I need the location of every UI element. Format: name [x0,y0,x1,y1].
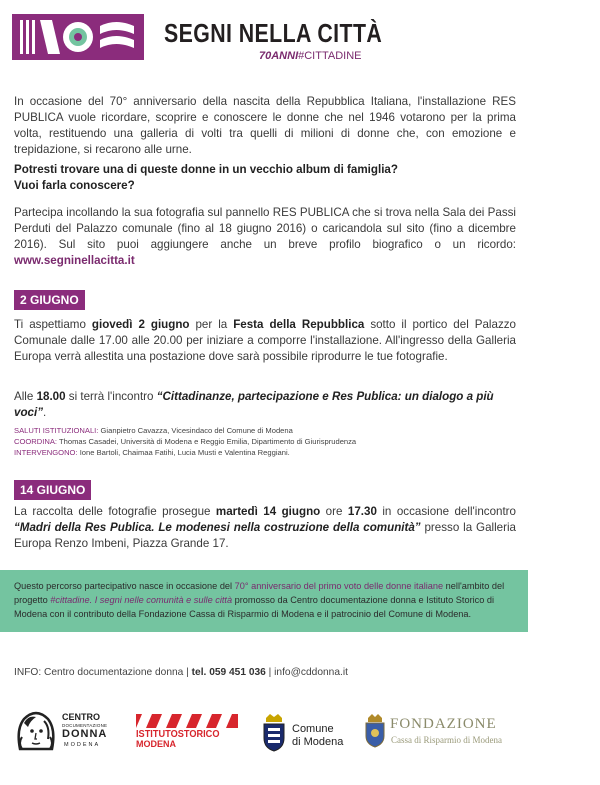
comune-modena-logo: Comune di Modena [260,712,352,752]
june14-paragraph: La raccolta delle fotografie prosegue martedì 14 giugno ore 17.30 in occasione dell'incontro “Madri della Res Publica. Le modenesi nella costruzione della comunità” presso la Galleria Europa Renzo Imbeni, Piazza Grande 17. [14,505,517,550]
page-subtitle: 70ANNI#CITTADINE [259,50,362,62]
june2-paragraph: Ti aspettiamo giovedì 2 giugno per la Festa della Repubblica sotto il portico del Palazzo Comunale dalle 17.00 alle 20.00 per iniziare a comporre l'installazione. All'ingresso della Galleria Europa verrà allestita una postazione dove sarà possibile riprodurre le tue fotografie. [14,318,516,363]
woman-face-icon [14,709,58,753]
tag-14-giugno: 14 GIUGNO [14,480,91,500]
eyes-logo-icon [12,14,144,60]
header [12,14,592,72]
fondazione-crest-icon [364,714,386,748]
saluti-line: SALUTI ISTITUZIONALI: Gianpietro Cavazza, Vicesindaco del Comune di Modena [14,426,293,435]
band-text: Questo percorso partecipativo nasce in occasione del 70° anniversario del primo voto delle donne italiane nell'ambito del progetto #cittadine. I segni nelle comunità e sulle città promosso da Centro documentazione donna e Istituto Storico di Modena con il contributo della Fondazione Cassa di Risparmio di Modena e il patrocinio del Comune di Modena. [14,581,505,619]
intro-paragraph: In occasione del 70° anniversario della nascita della Repubblica Italiana, l'installazione RES PUBLICA vuole ricordare, scoprire e conoscere le donne che nel 1946 votarono per la prima volta, restituendo una galleria di volti tra quelli di milioni di donne che, con emozione e trepidazione, si recarono alle urne. [14,95,516,156]
tag-2-giugno: 2 GIUGNO [14,290,85,310]
coordina-line: COORDINA: Thomas Casadei, Università di Modena e Reggio Emilia, Dipartimento di Giurisprudenza [14,437,357,446]
contact-info: INFO: Centro documentazione donna | tel. 059 451 036 | info@cddonna.it [14,667,348,678]
participate-paragraph: Partecipa incollando la sua fotografia sul pannello RES PUBLICA che si trova nella Sala dei Passi Perduti del Palazzo comunale (fino al 18 giugno 2016) o caricandola sul sito (fino a dicembre 2016). Sul sito puoi aggiungere anche un breve profilo biografico o un ricordo: www.segninellacitta.it [14,206,516,267]
fondazione-logo: FONDAZIONE Cassa di Risparmio di Modena [364,714,524,750]
page-title: SEGNI NELLA CITTÀ [164,18,383,48]
istituto-storico-logo: ISTITUTOSTORICO MODENA [136,714,242,750]
intervengono-line: INTERVENGONO: Ione Bartoli, Chaimaa Fatihi, Lucia Musti e Valentina Reggiani. [14,448,290,457]
website-link[interactable]: www.segninellacitta.it [14,254,135,267]
question: Potresti trovare una di queste donne in un vecchio album di famiglia? Vuoi farla conoscere? [14,163,398,192]
stripes-icon [136,714,238,728]
city-crest-icon [260,712,288,752]
june2-talk: Alle 18.00 si terrà l'incontro “Cittadinanze, partecipazione e Res Publica: un dialogo a più voci”. [14,390,494,419]
cdd-logo: CENTRO DOCUMENTAZIONE DONNA MODENA [14,709,124,753]
